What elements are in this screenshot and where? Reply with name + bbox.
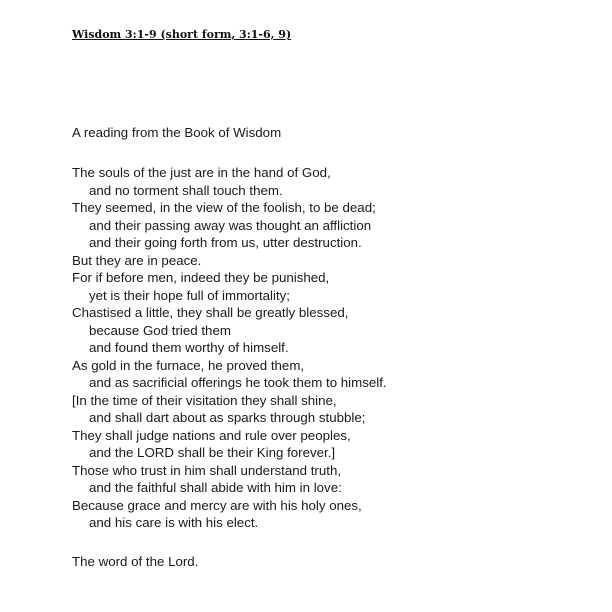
reading-line: and no torment shall touch them. bbox=[89, 182, 283, 198]
reading-line: But they are in peace. bbox=[72, 252, 202, 268]
reading-line: and their going forth from us, utter destruction. bbox=[89, 235, 362, 250]
reading-line: As gold in the furnace, he proved them, bbox=[72, 357, 305, 373]
reading-line: They seemed, in the view of the foolish, to be dead; bbox=[72, 200, 376, 215]
reading-line: and the faithful shall abide with him in love: bbox=[89, 480, 342, 495]
reading-line: because God tried them bbox=[89, 322, 231, 338]
reading-line: and the LORD shall be their King forever.] bbox=[89, 445, 336, 460]
reading-line: and their passing away was thought an affliction bbox=[89, 217, 372, 233]
reading-citation-heading: Wisdom 3:1-9 (short form, 3:1-6, 9) bbox=[72, 28, 292, 41]
reading-line: Because grace and mercy are with his holy ones, bbox=[72, 497, 362, 513]
reading-line: [In the time of their visitation they shall shine, bbox=[72, 392, 337, 408]
reading-line: and shall dart about as sparks through stubble; bbox=[89, 410, 366, 425]
reading-line: and found them worthy of himself. bbox=[89, 340, 289, 355]
reading-line: yet is their hope full of immortality; bbox=[89, 287, 291, 303]
reading-line: and as sacrificial offerings he took them to himself. bbox=[89, 375, 387, 390]
reading-line: They shall judge nations and rule over peoples, bbox=[72, 427, 351, 443]
reading-line: Chastised a little, they shall be greatly blessed, bbox=[72, 305, 349, 320]
reading-closing: The word of the Lord. bbox=[72, 554, 199, 569]
reading-line: and his care is with his elect. bbox=[89, 515, 259, 530]
reading-text bbox=[72, 164, 387, 532]
reading-line: Those who trust in him shall understand truth, bbox=[72, 462, 342, 478]
reading-line: For if before men, indeed they be punished, bbox=[72, 270, 330, 285]
reading-line: The souls of the just are in the hand of God, bbox=[72, 165, 331, 180]
reading-introduction: A reading from the Book of Wisdom bbox=[72, 125, 282, 140]
